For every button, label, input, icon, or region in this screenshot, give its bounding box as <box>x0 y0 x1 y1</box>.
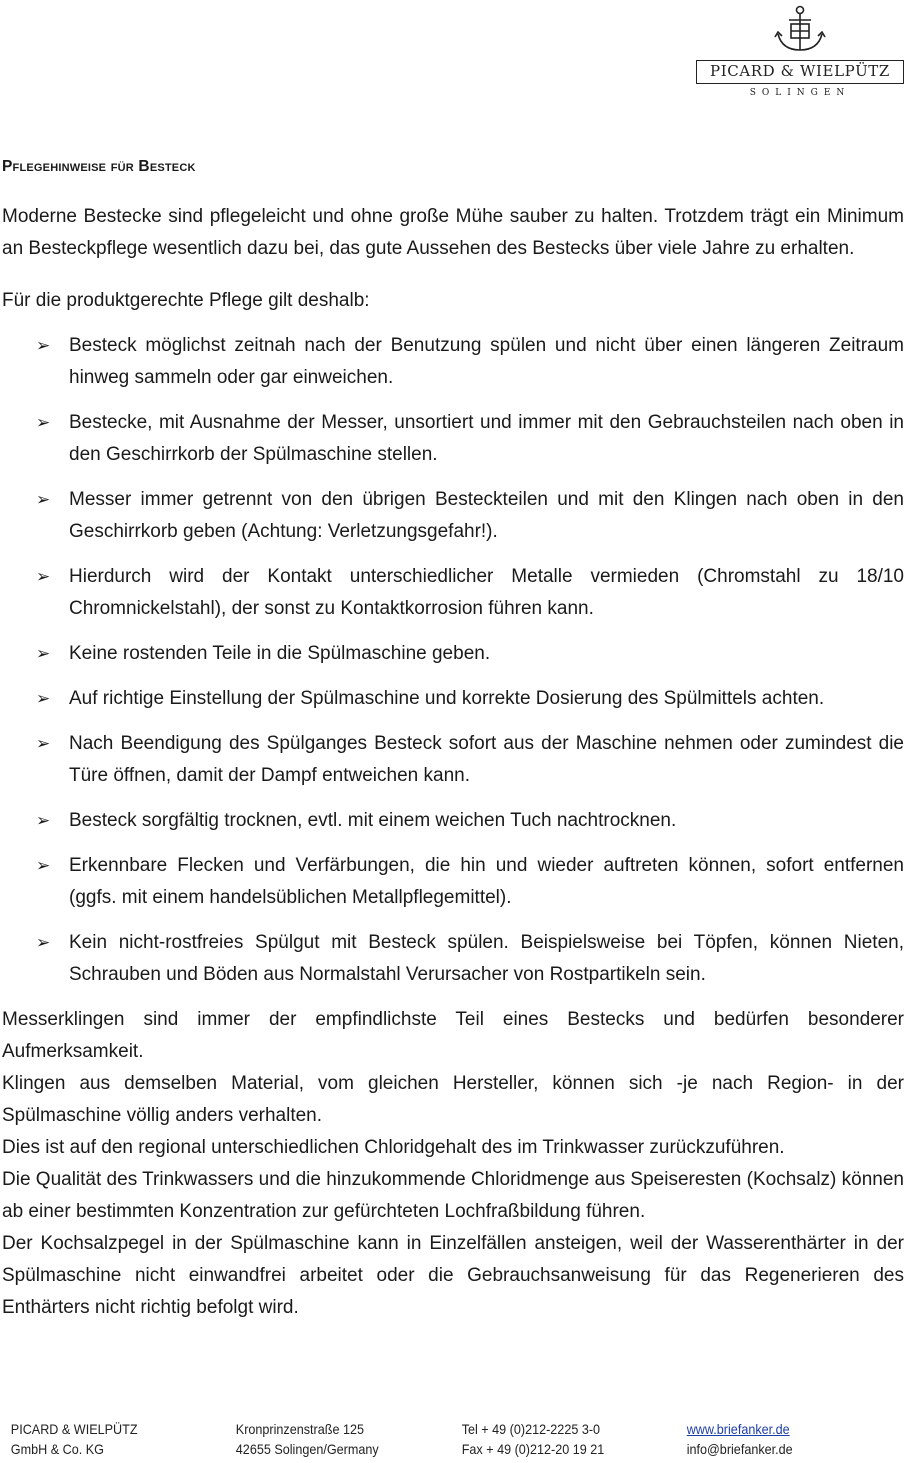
list-item <box>2 805 904 837</box>
arrow-bullet-icon: ➢ <box>36 856 51 875</box>
company-logo <box>696 4 908 100</box>
list-item-text: Messer immer getrennt von den übrigen Besteckteilen und mit den Klingen nach oben in den Geschirrkorb geben (Achtung: Verletzungsgefahr!). <box>69 489 904 542</box>
website-link[interactable]: www.briefanker.de <box>686 1421 790 1437</box>
email-address[interactable]: info@briefanker.de <box>686 1441 793 1457</box>
anchor-icon <box>772 4 828 56</box>
arrow-bullet-icon: ➢ <box>36 689 51 708</box>
footer-company <box>11 1419 138 1459</box>
footer-phone <box>462 1419 605 1459</box>
lead-paragraph: Für die produktgerechte Pflege gilt deshalb: <box>2 290 370 311</box>
list-item <box>2 850 904 914</box>
footer-address <box>236 1419 379 1459</box>
footer-city: 42655 Solingen/Germany <box>235 1441 379 1457</box>
list-item-text: Besteck sorgfältig trocknen, evtl. mit einem weichen Tuch nachtrocknen. <box>69 810 677 831</box>
list-item <box>2 683 904 715</box>
list-item <box>2 407 904 471</box>
arrow-bullet-icon: ➢ <box>36 490 51 509</box>
footer-web <box>687 1419 793 1459</box>
closing-section <box>2 1004 904 1324</box>
intro-paragraph: Moderne Bestecke sind pflegeleicht und ohne große Mühe sauber zu halten. Trotzdem trägt ein Minimum an Besteckpflege wesentlich dazu bei, das gute Aussehen des Bestecks über viele Jahre zu erhalten. <box>2 206 904 259</box>
list-item <box>2 638 904 670</box>
list-item-text: Bestecke, mit Ausnahme der Messer, unsortiert und immer mit den Gebrauchsteilen nach oben in den Geschirrkorb der Spülmaschine stellen. <box>69 412 904 465</box>
list-item-text: Hierdurch wird der Kontakt unterschiedlicher Metalle vermieden (Chromstahl zu 18/10 Chromnickelstahl), der sonst zu Kontaktkorrosion führen kann. <box>69 566 904 619</box>
list-item-text: Erkennbare Flecken und Verfärbungen, die hin und wieder auftreten können, sofort entfernen (ggfs. mit einem handelsüblichen Metallpflegemittel). <box>69 855 904 908</box>
list-item <box>2 728 904 792</box>
page-title: Pflegehinweise für Besteck <box>2 158 196 175</box>
list-item <box>2 484 904 548</box>
list-item <box>2 927 904 991</box>
care-instructions-list <box>2 330 904 991</box>
list-item-text: Nach Beendigung des Spülganges Besteck sofort aus der Maschine nehmen oder zumindest die Türe öffnen, damit der Dampf entweichen kann. <box>69 733 904 786</box>
footer-street: Kronprinzenstraße 125 <box>235 1421 364 1437</box>
arrow-bullet-icon: ➢ <box>36 734 51 753</box>
closing-paragraph: Messerklingen sind immer der empfindlichste Teil eines Bestecks und bedürfen besonderer Aufmerksamkeit. <box>2 1009 904 1062</box>
closing-paragraph: Dies ist auf den regional unterschiedlichen Chloridgehalt des im Trinkwasser zurückzuführen. <box>2 1137 785 1158</box>
list-item <box>2 330 904 394</box>
closing-paragraph: Die Qualität des Trinkwassers und die hinzukommende Chloridmenge aus Speiseresten (Kochsalz) können ab einer bestimmten Konzentration zur gefürchteten Lochfraßbildung führen. <box>2 1169 904 1222</box>
footer-company-name: PICARD & WIELPÜTZ <box>10 1421 138 1437</box>
list-item <box>2 561 904 625</box>
logo-wordmark: PICARD & WIELPÜTZ <box>696 60 904 84</box>
page-footer <box>0 1419 821 1459</box>
footer-company-form: GmbH & Co. KG <box>10 1441 104 1457</box>
footer-fax: Fax + 49 (0)212-20 19 21 <box>461 1441 605 1457</box>
list-item-text: Besteck möglichst zeitnah nach der Benutzung spülen und nicht über einen längeren Zeitraum hinweg sammeln oder gar einweichen. <box>69 335 904 388</box>
logo-subtitle: SOLINGEN <box>749 88 851 98</box>
closing-paragraph: Der Kochsalzpegel in der Spülmaschine kann in Einzelfällen ansteigen, weil der Wasserenthärter in der Spülmaschine nicht einwandfrei arbeitet oder die Gebrauchsanweisung für das Regenerieren des Enthärters nicht richtig befolgt wird. <box>2 1233 904 1318</box>
arrow-bullet-icon: ➢ <box>36 811 51 830</box>
arrow-bullet-icon: ➢ <box>36 567 51 586</box>
arrow-bullet-icon: ➢ <box>36 413 51 432</box>
list-item-text: Keine rostenden Teile in die Spülmaschine geben. <box>69 643 491 664</box>
arrow-bullet-icon: ➢ <box>36 336 51 355</box>
arrow-bullet-icon: ➢ <box>36 933 51 952</box>
footer-tel: Tel + 49 (0)212-2225 3-0 <box>461 1421 601 1437</box>
list-item-text: Auf richtige Einstellung der Spülmaschine und korrekte Dosierung des Spülmittels achten. <box>69 688 825 709</box>
document-body <box>2 151 904 1324</box>
list-item-text: Kein nicht-rostfreies Spülgut mit Besteck spülen. Beispielsweise bei Töpfen, können Nieten, Schrauben und Böden aus Normalstahl Verursacher von Rostpartikeln sein. <box>69 932 904 985</box>
closing-paragraph: Klingen aus demselben Material, vom gleichen Hersteller, können sich -je nach Region- in der Spülmaschine völlig anders verhalten. <box>2 1073 904 1126</box>
arrow-bullet-icon: ➢ <box>36 644 51 663</box>
